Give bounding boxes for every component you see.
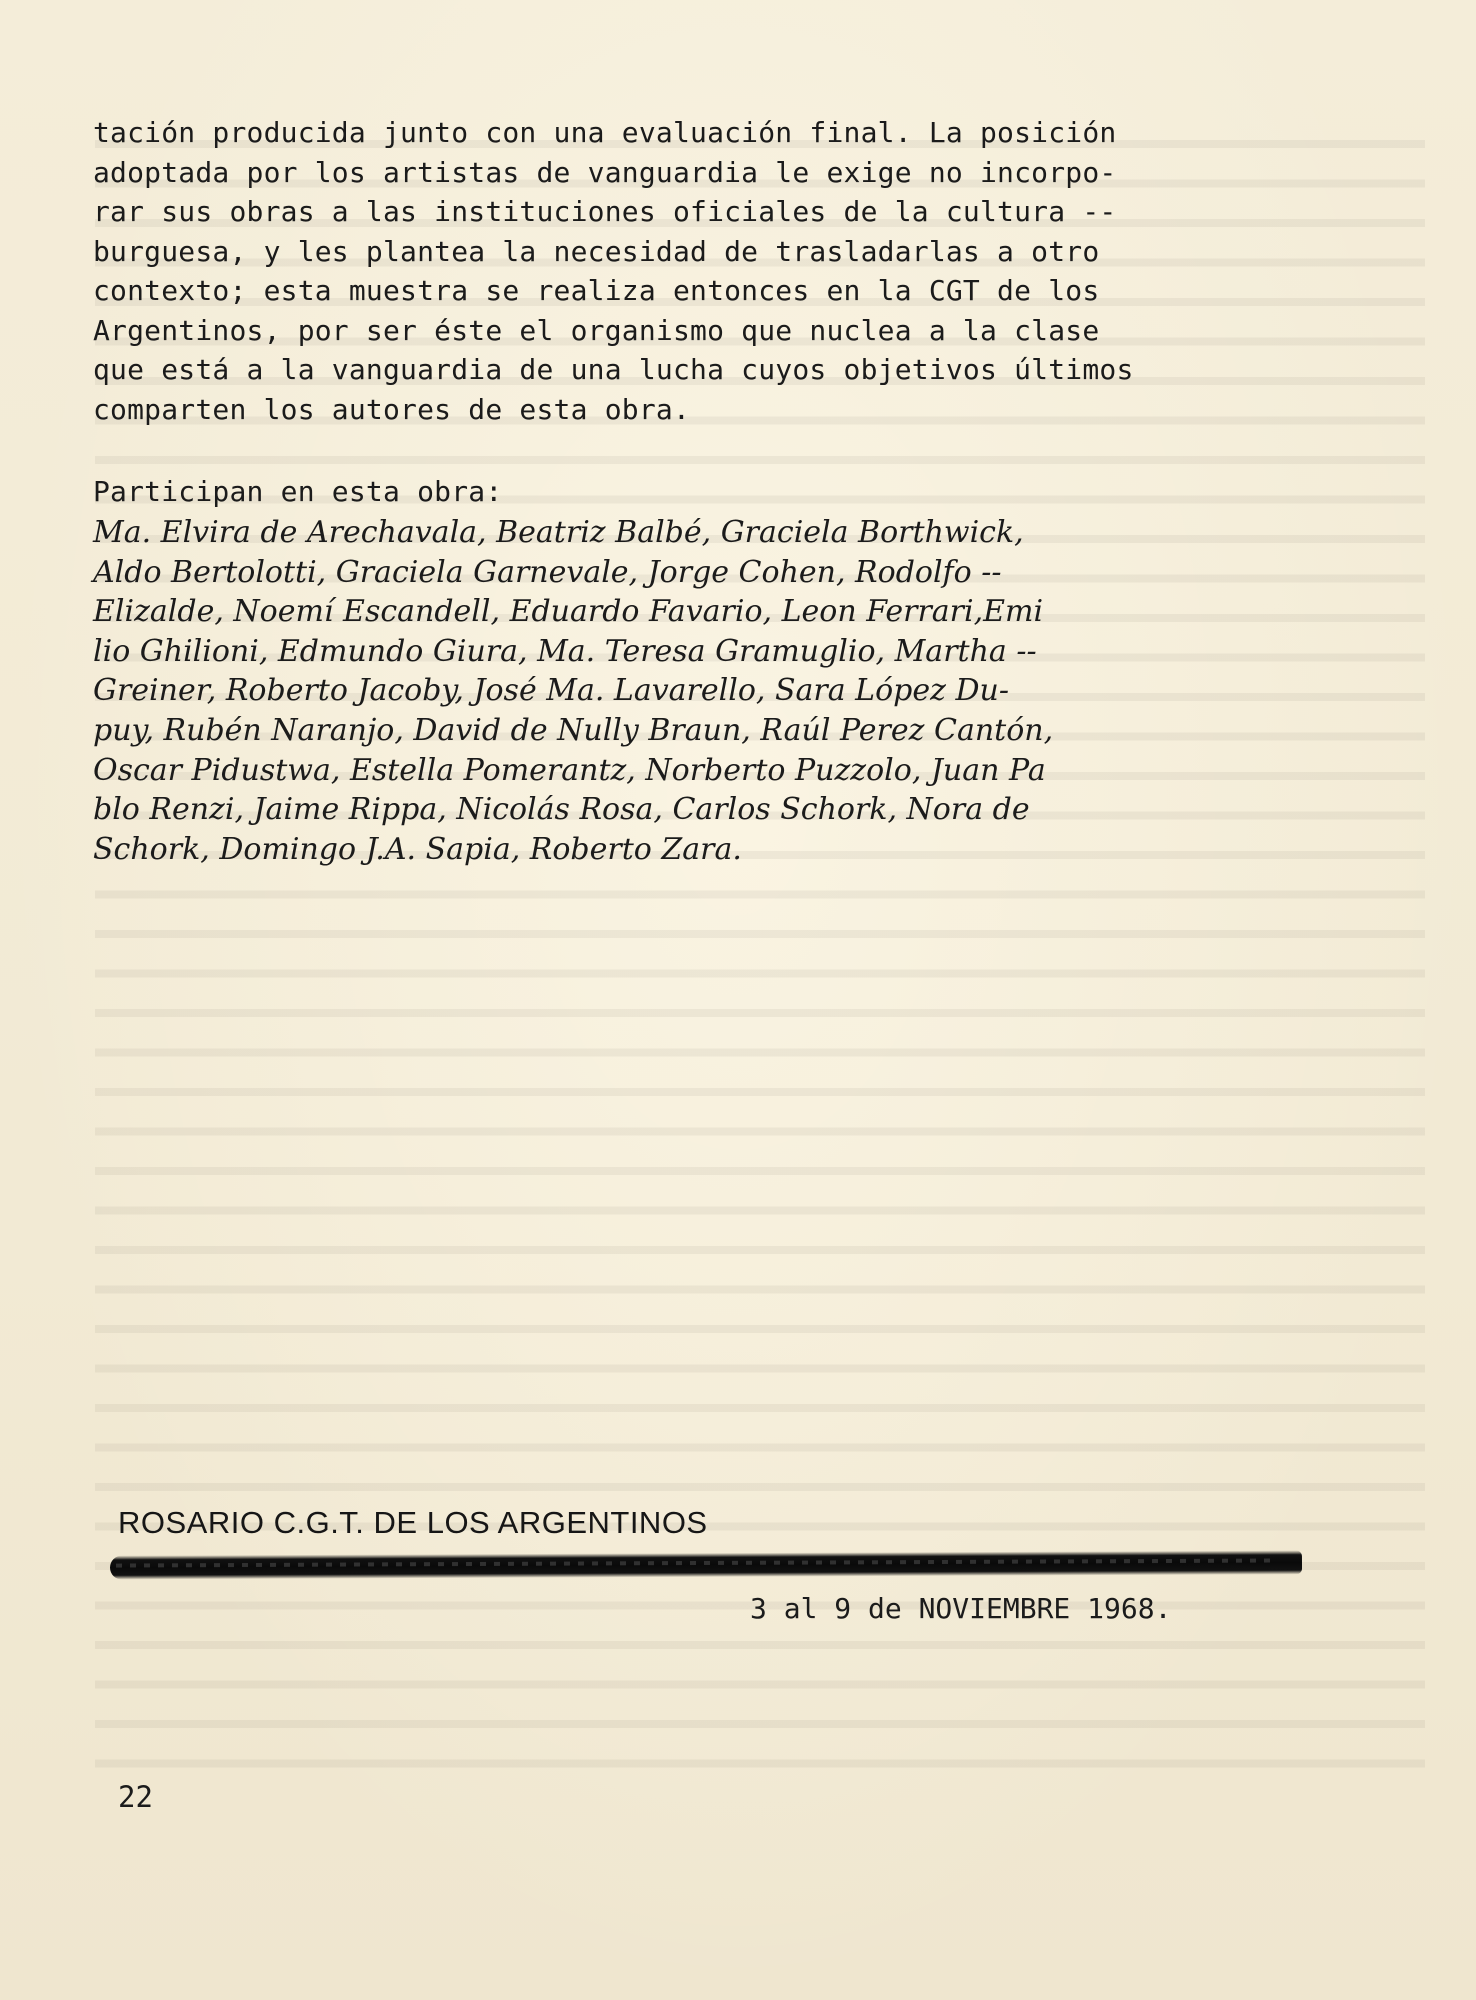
page-number: 22 [118,1780,153,1814]
footer-date: 3 al 9 de NOVIEMBRE 1968. [750,1592,1172,1625]
participants-list: Ma. Elvira de Arechavala, Beatriz Balbé, Graciela Borthwick, Aldo Bertolotti, Graciela Garnevale, Jorge Cohen, Rodolfo -- Elizalde, Noemí Escandell, Eduardo Favario, Leon Ferrari,Emi lio Ghilioni, Edmundo Giura, Ma. Teresa Gramuglio, Martha -- Greiner, Roberto Jacoby, José Ma. Lavarello, Sara López Du- puy, Rubén Naranjo, David de Nully Braun, Raúl Perez Cantón, Oscar Pidustwa, Estella Pomerantz, Norberto Puzzolo, Juan Pa blo Renzi, Jaime Rippa, Nicolás Rosa, Carlos Schork, Nora de Schork, Domingo J.A. Sapia, Roberto Zara. [93,515,1054,867]
intro-paragraph: tación producida junto con una evaluación final. La posición adoptada por los artistas de vanguardia le exige no incorpo- rar sus obras a las instituciones oficiales de la cultura -- burguesa, y les plantea la necesidad de trasladarlas a otro contexto; esta muestra se realiza entonces en la CGT de los Argentinos, por ser éste el organismo que nuclea a la clase que está a la vanguardia de una lucha cuyos objetivos últimos comparten los autores de esta obra. [93,116,1134,426]
participants-heading: Participan en esta obra: [93,475,503,508]
footer-title: ROSARIO C.G.T. DE LOS ARGENTINOS [118,1505,708,1540]
divider-bar [110,1550,1302,1579]
